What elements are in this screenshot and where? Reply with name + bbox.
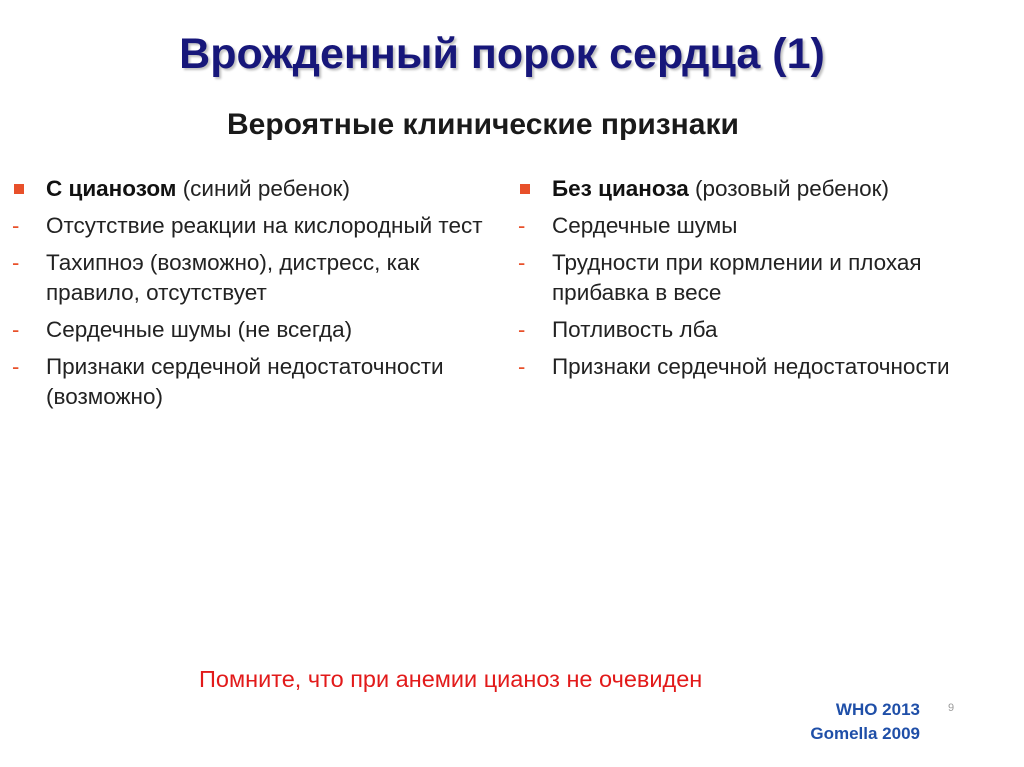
list-item: - Потливость лба: [518, 317, 718, 342]
slide-number: 9: [948, 702, 955, 714]
acyanotic-heading: [518, 174, 1018, 204]
cyanotic-heading-bold: С цианозом: [46, 176, 177, 201]
anemia-reminder: Помните, что при анемии цианоз не очевиден: [199, 666, 703, 692]
slide-subtitle: Вероятные клинические признаки: [227, 108, 739, 141]
list-item: - Тахипноэ (возможно), дистресс, как правило, отсутствует: [12, 250, 420, 305]
reference-gomella: Gomella 2009: [810, 724, 920, 743]
acyanotic-column: [518, 174, 1018, 389]
list-item: - Отсутствие реакции на кислородный тест: [12, 213, 483, 238]
list-item-text: Трудности при кормлении и плохая прибавка в весе: [552, 250, 922, 305]
list-item-text: Потливость лба: [552, 317, 718, 342]
list-item-text: Признаки сердечной недостаточности (возможно): [46, 354, 444, 409]
references: [810, 698, 920, 746]
slide-title: Врожденный порок сердца (1): [179, 30, 825, 78]
list-item: - Признаки сердечной недостаточности: [518, 354, 950, 379]
list-item: - Сердечные шумы (не всегда): [12, 317, 353, 342]
list-item-text: Признаки сердечной недостаточности: [552, 354, 950, 379]
list-item: - Сердечные шумы: [518, 213, 738, 238]
list-item-text: Сердечные шумы (не всегда): [46, 317, 353, 342]
acyanotic-heading-note: (розовый ребенок): [688, 176, 889, 201]
reference-who: WHO 2013: [835, 700, 920, 719]
list-item: - Признаки сердечной недостаточности (возможно): [12, 354, 444, 409]
cyanotic-heading-note: (синий ребенок): [176, 176, 351, 201]
list-item-text: Сердечные шумы: [552, 213, 738, 238]
acyanotic-heading-bold: Без цианоза: [552, 176, 689, 201]
cyanotic-column: [12, 174, 512, 419]
list-item-text: Тахипноэ (возможно), дистресс, как правило, отсутствует: [46, 250, 420, 305]
list-item: - Трудности при кормлении и плохая прибавка в весе: [518, 250, 922, 305]
list-item-text: Отсутствие реакции на кислородный тест: [46, 213, 483, 238]
cyanotic-heading: [12, 174, 512, 204]
